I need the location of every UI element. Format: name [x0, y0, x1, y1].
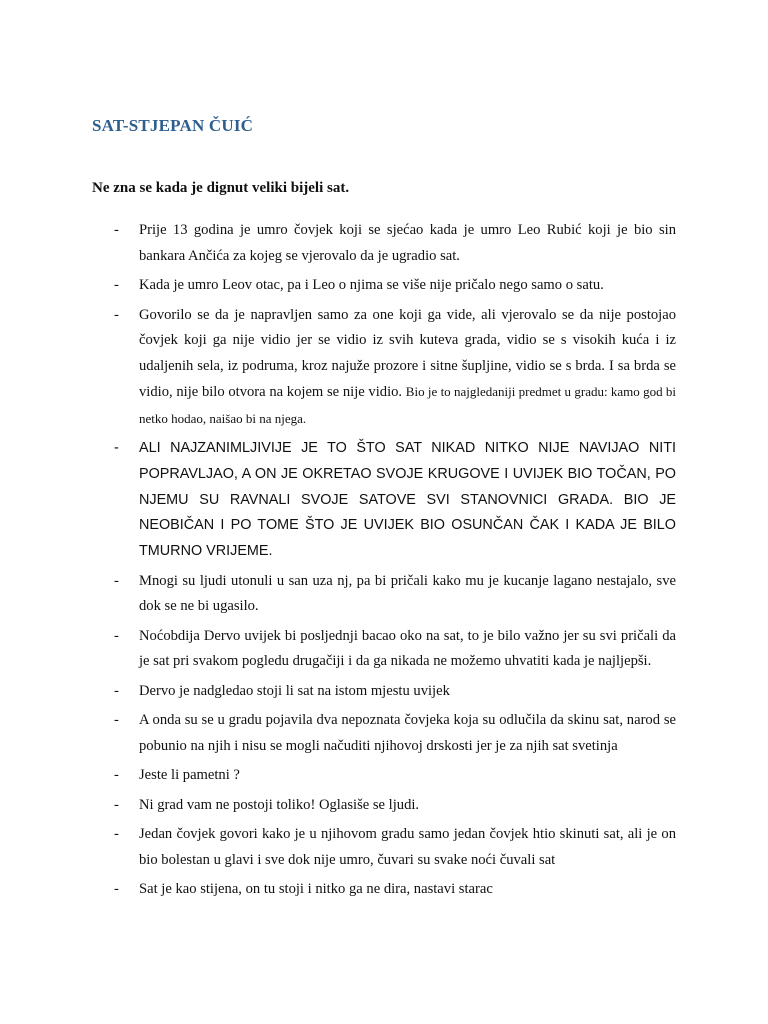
- list-bullet: -: [114, 796, 119, 813]
- list-item: [92, 822, 676, 873]
- list-item-text: Jedan čovjek govori kako je u njihovom gradu samo jedan čovjek htio skinuti sat, ali je on bio bolestan u glavi i sve dok nije umro, čuvari su svake noći čuvali sat: [139, 826, 676, 868]
- list-bullet: -: [114, 881, 119, 898]
- list-bullet: -: [114, 712, 119, 729]
- list-item: [92, 218, 676, 269]
- list-item-text: A onda su se u gradu pojavila dva nepoznata čovjeka koja su odlučila da skinu sat, narod se pobunio na njih i nisu se mogli načuditi njihovoj drskosti jer je za njih sat svetinja: [139, 712, 676, 754]
- list-item-text: ALI NAJZANIMLJIVIJE JE TO ŠTO SAT NIKAD NITKO NIJE NAVIJAO NITI POPRAVLJAO, A ON JE OKRETAO SVOJE KRUGOVE I UVIJEK BIO TOČAN, PO NJEMU SU RAVNALI SVOJE SATOVE SVI STANOVNICI GRADA. BIO JE NEOBIČAN I PO TOME ŠTO JE UVIJEK BIO OSUNČAN ČAK I KADA JE BILO TMURNO VRIJEME.: [139, 440, 676, 560]
- list-item: [92, 569, 676, 620]
- list-item: [92, 624, 676, 675]
- list-bullet: -: [114, 767, 119, 784]
- list-item-text: Prije 13 godina je umro čovjek koji se sjećao kada je umro Leo Rubić koji je bio sin bankara Ančića za kojeg se vjerovalo da je ugradio sat.: [139, 222, 676, 264]
- list-bullet: -: [114, 627, 119, 644]
- list-bullet: -: [114, 682, 119, 699]
- list-item: [92, 793, 676, 819]
- list-item: [92, 877, 676, 903]
- list-bullet: -: [114, 277, 119, 293]
- list-bullet: -: [114, 440, 119, 456]
- list-bullet: -: [114, 572, 119, 589]
- list-item: [92, 273, 676, 299]
- list-item: [92, 303, 676, 433]
- list-item: [92, 436, 676, 565]
- list-bullet: -: [114, 306, 119, 323]
- list-item: [92, 679, 676, 705]
- list-bullet: -: [114, 222, 119, 238]
- list-item-text: Govorilo se da je napravljen samo za one koji ga vide, ali vjerovalo se da nije postojao čovjek koji ga nije vidio jer se vidio iz svih kuteva grada, vidio se s visokih kuća i iz udaljenih sela, iz podruma, kroz najuže prozore i sitne šupljine, vidio se s brda. I sa brda se vidio, nije bilo otvora na kojem se nije vidio.: [139, 306, 676, 400]
- list-item-text: Ni grad vam ne postoji toliko! Oglasiše se ljudi.: [139, 796, 420, 813]
- list-bullet: -: [114, 826, 119, 843]
- list-item: [92, 763, 676, 789]
- list-item-text: Dervo je nadgledao stoji li sat na istom mjestu uvijek: [139, 682, 450, 699]
- list-item-text: Mnogi su ljudi utonuli u san uza nj, pa bi pričali kako mu je kucanje lagano nestajalo, sve dok se ne bi ugasilo.: [139, 572, 676, 615]
- list-item-text: Jeste li pametni ?: [139, 767, 240, 784]
- document-subtitle: Ne zna se kada je dignut veliki bijeli sat.: [92, 180, 350, 196]
- list-item-text: Kada je umro Leov otac, pa i Leo o njima se više nije pričalo nego samo o satu.: [139, 277, 604, 293]
- list-item-text-small: Bio je to najgledaniji predmet u gradu: kamo god bi netko hodao, naišao bi na njega.: [139, 384, 676, 426]
- paragraph-list: [92, 218, 676, 907]
- list-item-text: Sat je kao stijena, on tu stoji i nitko ga ne dira, nastavi starac: [139, 881, 493, 898]
- list-item: [92, 708, 676, 759]
- document-title: SAT-STJEPAN ČUIĆ: [92, 116, 254, 135]
- list-item-text: Noćobdija Dervo uvijek bi posljednji bacao oko na sat, to je bilo važno jer su svi pričali da je sat pri svakom pogledu drugačiji i da ga nikada ne možemo uhvatiti kada je najljepši.: [139, 627, 676, 670]
